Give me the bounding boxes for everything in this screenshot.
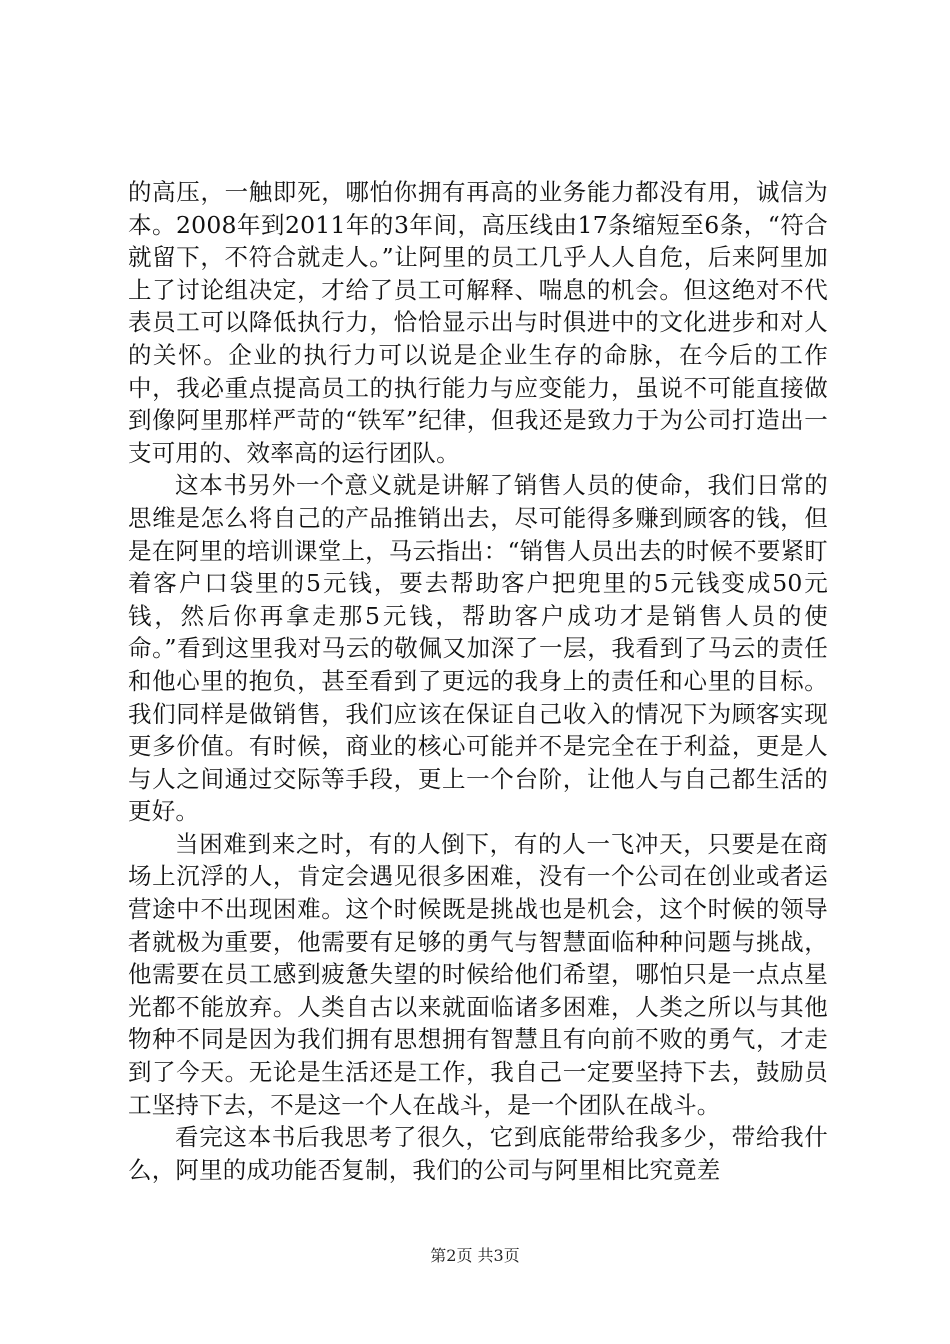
page-number-footer: 第2页 共3页 [430, 1246, 520, 1265]
paragraph-1: 的高压，一触即死，哪怕你拥有再高的业务能力都没有用，诚信为本。2008年到2011年的3年间，高压线由17条缩短至6条，“符合就留下，不符合就走人。”让阿里的员工几乎人人自危，后来阿里加上了讨论组决定，才给了员工可解释、喘息的机会。但这绝对不代表员工可以降低执行力，恰恰显示出与时俱进中的文化进步和对人的关怀。企业的执行力可以说是企业生存的命脉，在今后的工作中，我必重点提高员工的执行能力与应变能力，虽说不可能直接做到像阿里那样严苛的“铁军”纪律，但我还是致力于为公司打造出一支可用的、效率高的运行团队。 [128, 178, 828, 467]
paragraph-2: 这本书另外一个意义就是讲解了销售人员的使命，我们日常的思维是怎么将自己的产品推销出去，尽可能得多赚到顾客的钱，但是在阿里的培训课堂上，马云指出：“销售人员出去的时候不要紧盯着客户口袋里的5元钱，要去帮助客户把兜里的5元钱变成50元钱，然后你再拿走那5元钱，帮助客户成功才是销售人员的使命。”看到这里我对马云的敬佩又加深了一层，我看到了马云的责任和他心里的抱负，甚至看到了更远的我身上的责任和心里的目标。我们同样是做销售，我们应该在保证自己收入的情况下为顾客实现更多价值。有时候，商业的核心可能并不是完全在于利益，更是人与人之间通过交际等手段，更上一个台阶，让他人与自己都生活的更好。 [128, 471, 828, 826]
paragraph-4: 看完这本书后我思考了很久，它到底能带给我多少，带给我什么，阿里的成功能否复制，我们的公司与阿里相比究竟差 [128, 1123, 828, 1184]
paragraph-3: 当困难到来之时，有的人倒下，有的人一飞冲天，只要是在商场上沉浮的人，肯定会遇见很多困难，没有一个公司在创业或者运营途中不出现困难。这个时候既是挑战也是机会，这个时候的领导者就极为重要，他需要有足够的勇气与智慧面临种种问题与挑战，他需要在员工感到疲惫失望的时候给他们希望，哪怕只是一点点星光都不能放弃。人类自古以来就面临诸多困难，人类之所以与其他物种不同是因为我们拥有思想拥有智慧且有向前不败的勇气，才走到了今天。无论是生活还是工作，我自己一定要坚持下去，鼓励员工坚持下去，不是这一个人在战斗，是一个团队在战斗。 [128, 829, 828, 1119]
document-body [128, 176, 828, 1186]
